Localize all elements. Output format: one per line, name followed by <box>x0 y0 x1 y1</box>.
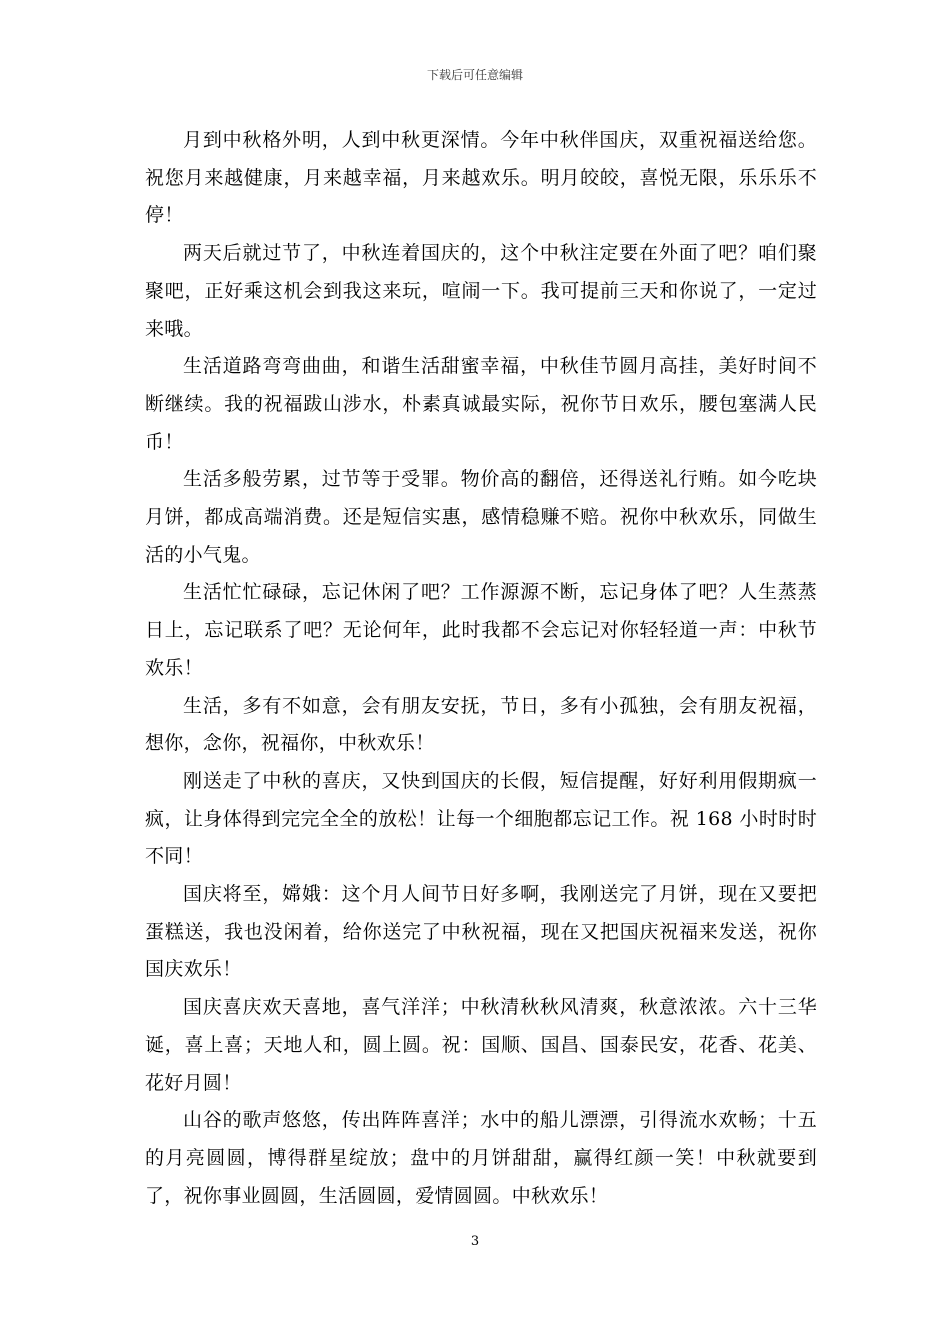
paragraph: 两天后就过节了，中秋连着国庆的，这个中秋注定要在外面了吧？咱们聚聚吧，正好乘这机会到我这来玩，喧闹一下。我可提前三天和你说了，一定过来哦。 <box>145 242 817 340</box>
paragraph: 山谷的歌声悠悠，传出阵阵喜洋；水中的船儿漂漂，引得流水欢畅；十五的月亮圆圆，博得群星绽放；盘中的月饼甜甜，赢得红颜一笑！中秋就要到了，祝你事业圆圆，生活圆圆，爱情圆圆。中秋欢乐！ <box>145 1109 817 1207</box>
paragraph: 刚送走了中秋的喜庆，又快到国庆的长假，短信提醒，好好利用假期疯一疯，让身体得到完完全全的放松！让每一个细胞都忘记工作。祝 168 小时时时不同！ <box>145 769 817 868</box>
paragraph: 月到中秋格外明，人到中秋更深情。今年中秋伴国庆，双重祝福送给您。祝您月来越健康，月来越幸福，月来越欢乐。明月皎皎，喜悦无限，乐乐乐不停！ <box>145 129 817 227</box>
page-header: 下载后可任意编辑 <box>426 68 523 82</box>
paragraph: 生活忙忙碌碌，忘记休闲了吧？工作源源不断，忘记身体了吧？人生蒸蒸日上，忘记联系了吧？无论何年，此时我都不会忘记对你轻轻道一声：中秋节欢乐！ <box>145 581 817 679</box>
paragraph: 生活多般劳累，过节等于受罪。物价高的翻倍，还得送礼行贿。如今吃块月饼，都成高端消费。还是短信实惠，感情稳赚不赔。祝你中秋欢乐，同做生活的小气鬼。 <box>145 468 817 566</box>
page-number: 3 <box>470 1234 480 1249</box>
paragraph: 生活道路弯弯曲曲，和谐生活甜蜜幸福，中秋佳节圆月高挂，美好时间不断继续。我的祝福跋山涉水，朴素真诚最实际，祝你节日欢乐，腰包塞满人民币！ <box>145 355 817 453</box>
paragraph: 国庆将至，嫦娥：这个月人间节日好多啊，我刚送完了月饼，现在又要把蛋糕送，我也没闲着，给你送完了中秋祝福，现在又把国庆祝福来发送，祝你国庆欢乐！ <box>145 883 817 981</box>
paragraph: 国庆喜庆欢天喜地，喜气洋洋；中秋清秋秋风清爽，秋意浓浓。六十三华诞，喜上喜；天地人和，圆上圆。祝：国顺、国昌、国泰民安，花香、花美、花好月圆！ <box>145 996 817 1094</box>
document-body <box>145 122 817 1215</box>
paragraph: 生活，多有不如意，会有朋友安抚，节日，多有小孤独，会有朋友祝福，想你，念你，祝福你，中秋欢乐！ <box>145 694 817 755</box>
